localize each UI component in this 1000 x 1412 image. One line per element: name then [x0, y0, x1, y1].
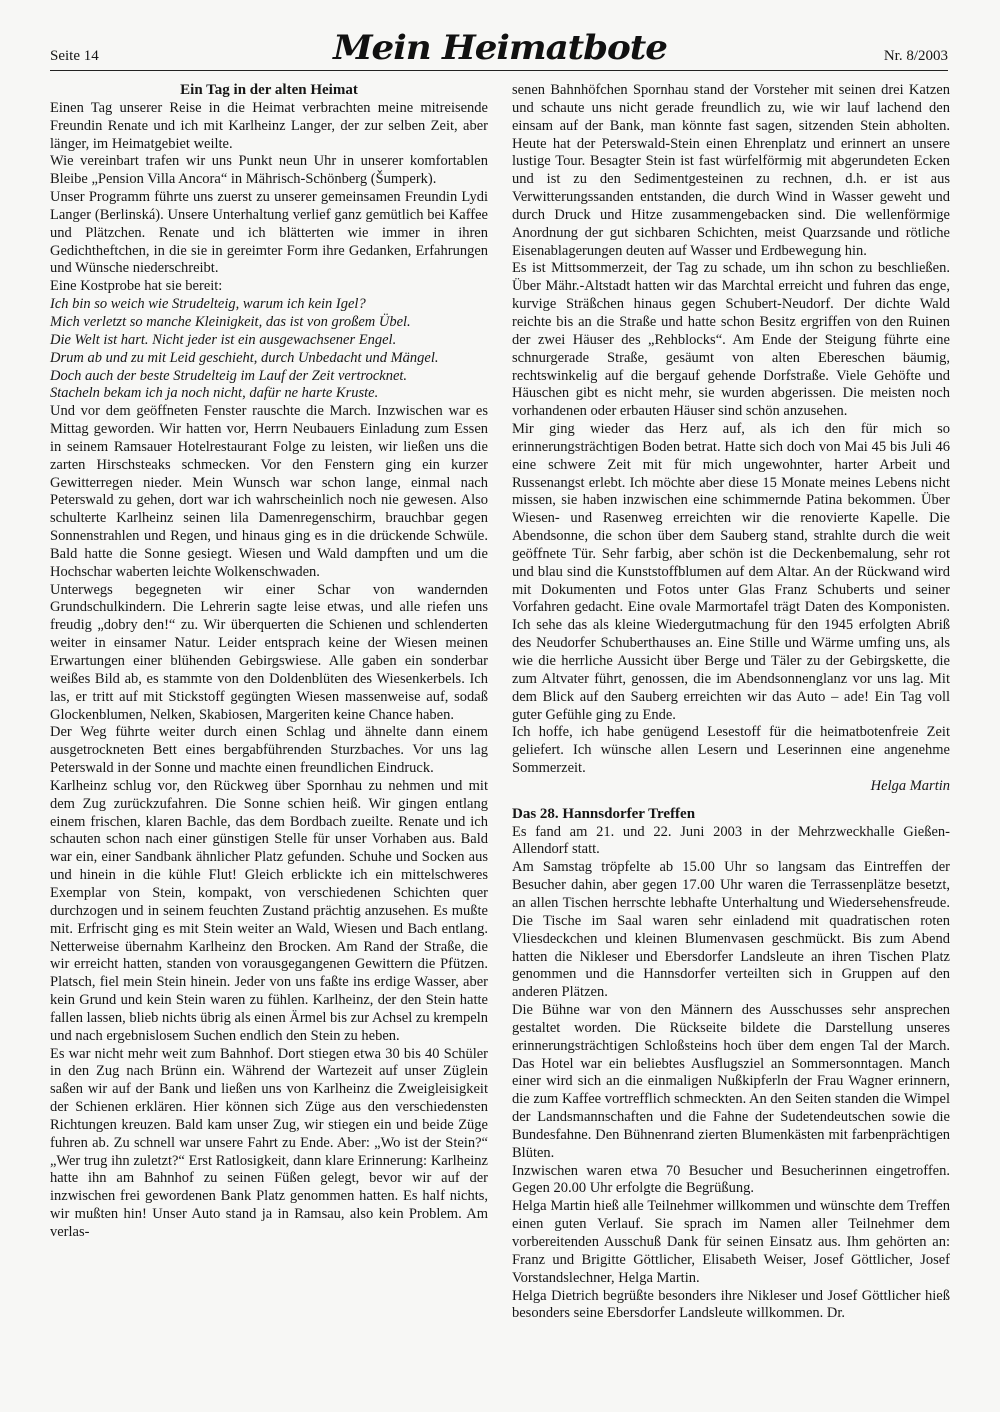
paragraph: Die Bühne war von den Männern des Ausschusses sehr ansprechen gestaltet worden. Die Rückseite bildete die Darstellung unseres erinnerungsträchtigen Schloßsteins hoch über dem engen Tal der March. Das Hotel war ein beliebtes Ausflugsziel an Sommersonntagen. Manch einer wird sich an die einmaligen Nußkipferln der Frau Wagner erinnern, die zum Kaffee vortrefflich schmeckten. An den Seiten standen die Wimpel der Landsmannschaften und die Fahne der Sudetendeutschen sowie die Bundesfahne. Den Bühnenrand zierten Blumenkästen mit farbenprächtigen Blüten. — [512, 1002, 950, 1161]
paragraph: senen Bahnhöfchen Spornhau stand der Vorsteher mit seinen drei Katzen und schaute uns nicht gerade freundlich zu, wie wir lauf lachend den einsam auf der Bank, man könnte fast sagen, sitzenden Stein abholten. Heute hat der Peterswald-Stein einen Ehrenplatz und erinnert an unsere lustige Tour. Besagter Stein ist fast würfelförmig mit abgerundeten Ecken und ist zu den Sedimentgesteinen zu rechnen, d.h. er ist aus Verwitterungssanden entstanden, die durch Wind in Wasser geweht und durch Druck und Hitze zusammengebacken sind. Die wellenförmige Anordnung der gut sichbaren Schichten, meist Quarzsande und rötliche Eisenablagerungen deuten auf Wasser und Erdbewegung hin. — [512, 82, 950, 259]
paragraph: Am Samstag tröpfelte ab 15.00 Uhr so langsam das Eintreffen der Besucher dahin, aber gegen 17.00 Uhr waren die Terrassenplätze besetzt, an allen Tischen herrschte lebhafte Unterhaltung und Wiedersehensfreude. Die Tische im Saal waren sehr einladend mit quadratischen roten Vliesdeckchen und kleinen Blumenvasen geschmückt. Bis zum Abend hatten die Nikleser und Ebersdorfer Landsleute an ihren Tischen Platz genommen und die Hannsdorfer verteilten sich in Gruppen auf den anderen Plätzen. — [512, 859, 950, 1001]
page-number: Seite 14 — [50, 48, 99, 64]
paragraph: Es war nicht mehr weit zum Bahnhof. Dort stiegen etwa 30 bis 40 Schüler in den Zug nach Brünn ein. Während der Wartezeit auf unser Züglein saßen wir auf der Bank und ließen uns von Karlheinz die Zweigleisigkeit der Schienen erklären. Hier können sich Züge aus den verschiedensten Richtungen kreuzen. Bald kam unser Zug, wir stiegen ein und beide Züge fuhren ab. Zu schnell war unsere Fahrt zu Ende. Aber: „Wo ist der Stein?“ „Wer trug ihn zuletzt?“ Erst Ratlosigkeit, dann klare Erinnerung: Karlheinz hatte ihn am Bahnhof zu seinen Füßen gelegt, bevor wir auf der inzwischen frei gewordenen Bank Platz genommen hatten. Es half nichts, wir mußten hin! Unser Auto stand ja in Ramsau, also kein Problem. Am verlas- — [50, 1045, 488, 1240]
paragraph: Unterwegs begegneten wir einer Schar von wandernden Grundschulkindern. Die Lehrerin sagte leise etwas, und alle riefen uns freudig „dobry den!“ zu. Wir überquerten die Schienen und schlenderten weiter in einsamer Natur. Leider entsprach keine der Wiesen meinen Erwartungen einer blühenden Gebirgswiese. Alle gaben ein sonderbar weißes Bild ab, es stammte von den Doldenblüten des Wiesenkerbels. Ich las, er tritt auf mit Stickstoff gegüngten Wiesen massenweise auf, sodaß Glockenblumen, Nelken, Skabiosen, Margeriten keine Chance haben. — [50, 581, 488, 723]
article-title: Das 28. Hannsdorfer Treffen — [512, 805, 696, 822]
author-signature: Helga Martin — [870, 777, 950, 794]
paragraph: Wie vereinbart trafen wir uns Punkt neun Uhr in unserer komfortablen Bleibe „Pension Villa Ancora“ in Mährisch-Schönberg (Šumperk). — [50, 153, 488, 188]
paragraph: Helga Martin hieß alle Teilnehmer willkommen und wünschte dem Treffen einen guten Verlauf. Sie sprach im Namen aller Teilnehmer dem vorbereitenden Ausschuß Dank für seinen Einsatz aus. Ihm gehörten an: Franz und Brigitte Göttlicher, Elisabeth Weiser, Josef Göttlicher, Josef Vorstandslechner, Helga Martin. — [512, 1198, 950, 1286]
paragraph: Es ist Mittsommerzeit, der Tag zu schade, um ihn schon zu beschließen. Über Mähr.-Altstadt hatten wir das Marchtal erreicht und fuhren das enge, kurvige Sträßchen hinaus gegen Schubert-Neudorf. Der dichte Wald reichte bis an die Straße und hatte schon Besitz ergriffen von den Ruinen der zwei Häuser des „Rehblocks“. Am Ende der Steigung führte eine schnurgerade Straße, gesäumt von alten Ebereschen bäumig, rechtswinkelig auf die bergauf gehende Dorfstraße. Viele Gehöfte und Häuschen gibt es nicht mehr, sie wurden abgerissen. Die meisten noch vorhandenen oder erbauten Häuser sind schön anzusehen. — [512, 260, 950, 420]
header-rule — [50, 70, 948, 71]
paragraph: Unser Programm führte uns zuerst zu unserer gemeinsamen Freundin Lydi Langer (Berlinská). Unsere Unterhaltung verlief ganz gemütlich bei Kaffee und Plätzchen. Renate und ich blätterten wie immer in ihren Gedichtheftchen, in die sie in gereimter Form ihre Gedanken, Erfahrungen und Wünsche niederschreibt. — [50, 189, 488, 277]
paragraph: Inzwischen waren etwa 70 Besucher und Besucherinnen eingetroffen. Gegen 20.00 Uhr erfolgte die Begrüßung. — [512, 1162, 950, 1197]
poem — [50, 296, 488, 403]
paragraph: Ich hoffe, ich habe genügend Lesestoff für die heimatbotenfreie Zeit geliefert. Ich wünsche allen Lesern und Leserinnen eine angenehme Sommerzeit. — [512, 724, 950, 777]
paragraph: Mir ging wieder das Herz auf, als ich den für mich so erinnerungsträchtigen Boden betrat. Hatte sich doch von Mai 45 bis Juli 46 eine schwere Zeit mit für mich ungewohnter, harter Arbeit und Russenangst erlebt. Ich möchte aber diese 15 Monate meines Lebens nicht missen, sie haben inzwischen eine schimmernde Patina bekommen. Über Wiesen- und Rasenweg erreichten wir die renovierte Kapelle. Die Abendsonne, die schon über dem Sauberg stand, strahlte durch die weit geöffnete Tür. Sehr farbig, aber schön ist die Deckenbemalung, sehr rot und blau sind die Kunststoffblumen auf dem Altar. An der Rückwand wird mit Dokumenten und Fotos unter Glas Franz Schuberts und seiner Vorfahren gedacht. Eine ovale Marmortafel trägt Daten des Komponisten. Ich sehe das als kleine Wiedergutmachung für den 1945 erfolgten Abriß des Neudorfer Schuberthauses an. Eine Stille und Wärme umfing uns, als wie die herrliche Aussicht über Berge und Täler zu der Gebirgskette, die zum Altvater führt, genossen, die im Abendsonnenglanz vor uns lag. Mit dem Blick auf den Sauberg erreichten wir das Auto – ade! Ein Tag voll guter Gefühle ging zu Ende. — [512, 421, 950, 723]
left-column — [50, 82, 488, 1242]
poem-line: Doch auch der beste Strudelteig im Lauf der Zeit vertrocknet. — [50, 367, 408, 384]
paragraph: Karlheinz schlug vor, den Rückweg über Spornhau zu nehmen und mit dem Zug zurückzufahren. Die Sonne schien heiß. Wir gingen entlang einem frischen, klaren Bachle, das dem Bordbach zueilte. Renate und ich schauten schon nach einer günstigen Stelle für unser Vorhaben aus. Bald war ein, einer Sandbank ähnlicher Platz gefunden. Schuhe und Socken aus und hinein in die kühle Flut! Gleich erblickte ich ein mittelschweres Exemplar von Stein, kompakt, von verschiedenen Schichten quer durchzogen und in seinem feuchten Zustand prächtig anzusehen. Es mußte mit. Erfrischt ging es mit Stein weiter an Wald, Wiesen und Bach entlang. Netterweise übernahm Karlheinz den Brocken. Am Rand der Straße, die wir erreicht hatten, standen von vorausgegangenen Gewittern die Pfützen. Platsch, fiel mein Stein hinein. Jeder von uns faßte ins erdige Wasser, aber kein Grund und kein Stein waren zu fühlen. Karlheinz, der den Stein hatte fallen lassen, blieb nichts übrig als einen Ärmel bis zur Achsel zu krempeln und nach ergebnislosem Suchen endlich den Stein zu heben. — [50, 777, 488, 1044]
masthead-logo: Mein Heimatbote — [333, 28, 667, 68]
article-title: Ein Tag in der alten Heimat — [180, 82, 358, 98]
paragraph: Einen Tag unserer Reise in die Heimat verbrachten meine mitreisende Freundin Renate und ich mit Karlheinz Langer, der zur selben Zeit, aber länger, im Heimatgebiet weilte. — [50, 99, 488, 152]
poem-line: Ich bin so weich wie Strudelteig, warum ich kein Igel? — [50, 296, 366, 313]
signature-row — [512, 778, 950, 796]
poem-line: Stacheln bekam ich ja noch nicht, dafür ne harte Kruste. — [50, 385, 379, 402]
poem-line: Die Welt ist hart. Nicht jeder ist ein ausgewachsener Engel. — [50, 331, 397, 348]
paragraph: Es fand am 21. und 22. Juni 2003 in der Mehrzweckhalle Gießen-Allendorf statt. — [512, 823, 950, 858]
right-column — [512, 82, 950, 1323]
poem-line: Drum ab und zu mit Leid geschieht, durch Unbedacht und Mängel. — [50, 349, 439, 366]
paragraph: Der Weg führte weiter durch einen Schlag und ähnelte dann einem ausgetrockneten Bett eines bergabführenden Sturzbaches. Vor uns lag Peterswald in der Sonne und machte einen freundlichen Eindruck. — [50, 724, 488, 777]
poem-line: Mich verletzt so manche Kleinigkeit, das ist von großem Übel. — [50, 313, 411, 330]
issue-number: Nr. 8/2003 — [883, 48, 948, 64]
paragraph: Helga Dietrich begrüßte besonders ihre Nikleser und Josef Göttlicher hieß besonders seine Ebersdorfer Landsleute willkommen. Dr. — [512, 1287, 950, 1322]
paragraph: Eine Kostprobe hat sie bereit: — [50, 278, 223, 295]
paragraph: Und vor dem geöffneten Fenster rauschte die March. Inzwischen war es Mittag geworden. Wir hatten vor, Herrn Neubauers Einladung zum Essen in seinem Ramsauer Hotelrestaurant Folge zu leisten, wir ließen uns die zarten Hirschsteaks schmecken. Vor den Fenstern ging ein kurzer Gewitterregen nieder. Mein Wunsch war schon lange, einmal nach Peterswald zu gehen, dort war ich wahrscheinlich noch nie gewesen. Also schulterte Karlheinz seinen lila Damenregenschirm, brauchbar gegen Sonnenstrahlen und Regen, und hinaus ging es in die drückende Schwüle. Bald hatte die Sonne gesiegt. Wiesen und Wald dampften und um die Hochschar waberten leichte Wolkenschwaden. — [50, 403, 488, 580]
